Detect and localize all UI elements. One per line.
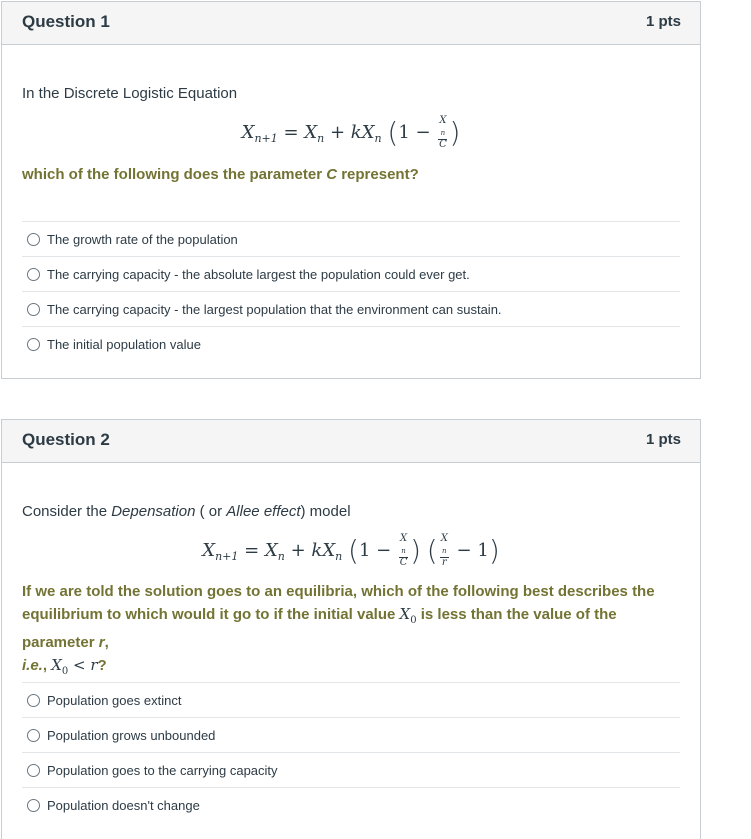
eq-kx-sub: n <box>335 550 343 563</box>
eq-frac2-den: r <box>441 557 447 568</box>
prompt-r: r <box>98 634 105 651</box>
eq-lhs-sub: n+1 <box>254 132 278 145</box>
q2-answer-1[interactable] <box>22 682 680 717</box>
radio-button[interactable] <box>27 233 40 246</box>
prompt-x0-var: X <box>399 605 411 623</box>
prompt-x0 <box>399 605 417 626</box>
q2-answer-4[interactable] <box>22 787 680 822</box>
radio-button[interactable] <box>27 764 40 777</box>
question-2-prompt <box>22 581 680 683</box>
question-1-prompt <box>22 164 680 186</box>
question-2-answers <box>22 682 680 822</box>
question-1-body <box>22 46 680 378</box>
prompt-comma: , <box>42 657 52 674</box>
answer-label: The carrying capacity - the absolute largest the population could ever get. <box>47 266 470 282</box>
prompt-text-b: represent? <box>337 166 419 183</box>
eq-one: 1 <box>398 122 410 143</box>
eq-open-paren-1: ( <box>348 534 359 567</box>
eq-fraction-1 <box>399 534 408 568</box>
answer-label: Population doesn't change <box>47 797 200 813</box>
q1-answer-2[interactable] <box>22 256 680 291</box>
radio-button[interactable] <box>27 799 40 812</box>
eq-equals: = <box>283 122 299 143</box>
eq-minus-2: − <box>456 540 472 561</box>
eq-frac-num-sub: n <box>440 129 446 137</box>
radio-button[interactable] <box>27 694 40 707</box>
eq-minus: − <box>415 122 431 143</box>
prompt-line-1: If we are told the solution goes to an equilibria, which of the following best describes the <box>22 583 655 600</box>
eq-kx: X <box>322 540 336 561</box>
eq-k: k <box>350 122 362 143</box>
q1-answer-3[interactable] <box>22 291 680 326</box>
eq-frac-num: X <box>439 115 447 126</box>
question-2-header <box>2 420 700 463</box>
eq-plus: + <box>290 540 306 561</box>
q1-answer-1[interactable] <box>22 221 680 256</box>
eq-x: X <box>264 540 278 561</box>
eq-x: X <box>304 122 318 143</box>
ineq-x: X <box>51 656 62 674</box>
prompt-line2-b: is less than the value of the parameter <box>22 606 617 651</box>
answer-label: Population grows unbounded <box>47 727 216 743</box>
prompt-x0-sub: 0 <box>410 615 417 626</box>
intro-text-e: ) model <box>300 503 351 520</box>
prompt-inequality <box>51 656 98 677</box>
prompt-line2-a: equilibrium to which would it go to if the initial value <box>22 606 400 623</box>
answer-label: The carrying capacity - the largest population that the environment can sustain. <box>47 301 502 317</box>
answer-label: Population goes to the carrying capacity <box>47 762 278 778</box>
eq-one-2: 1 <box>477 540 489 561</box>
intro-allee: Allee effect <box>226 503 301 520</box>
question-1-points: 1 pts <box>645 13 681 30</box>
prompt-ie: i.e. <box>22 657 43 674</box>
eq-frac1-num: X <box>399 533 408 544</box>
intro-text-c: ( or <box>195 503 227 520</box>
question-1-equation <box>22 116 680 150</box>
eq-close-paren: ) <box>449 116 461 149</box>
eq-close-paren-1: ) <box>410 534 422 567</box>
eq-fraction-2 <box>440 534 449 568</box>
eq-lhs-sub: n+1 <box>215 550 239 563</box>
prompt-line2-c: , <box>104 634 109 651</box>
question-2-body <box>22 464 680 839</box>
question-2-card <box>1 419 701 839</box>
prompt-param: C <box>326 166 338 183</box>
question-1-intro: In the Discrete Logistic Equation <box>22 85 238 102</box>
eq-one: 1 <box>358 540 371 561</box>
question-2-points: 1 pts <box>645 431 681 448</box>
q2-answer-3[interactable] <box>22 752 680 787</box>
answer-label: The growth rate of the population <box>47 231 238 247</box>
prompt-text-a: which of the following does the parameter <box>22 166 327 183</box>
question-1-card <box>1 1 701 379</box>
intro-depensation: Depensation <box>111 503 196 520</box>
eq-x-sub: n <box>317 132 325 145</box>
question-2-intro <box>22 503 351 520</box>
eq-lhs: X <box>241 122 255 143</box>
q1-answer-4[interactable] <box>22 326 680 361</box>
eq-frac1-den: C <box>399 557 408 568</box>
prompt-qmark: ? <box>97 657 107 674</box>
eq-x-sub: n <box>277 550 285 563</box>
eq-open-paren-2: ( <box>426 534 438 567</box>
ineq-r: r <box>90 656 98 674</box>
eq-close-paren-2: ) <box>488 534 500 567</box>
eq-frac1-num-sub: n <box>401 547 406 555</box>
eq-kx-sub: n <box>374 132 382 145</box>
prompt-line-2 <box>22 603 680 654</box>
question-1-header <box>2 2 700 45</box>
radio-button[interactable] <box>27 303 40 316</box>
eq-frac2-num-sub: n <box>441 547 447 555</box>
eq-minus: − <box>376 540 392 561</box>
eq-equals: = <box>244 540 260 561</box>
radio-button[interactable] <box>27 338 40 351</box>
ineq-sub: 0 <box>61 666 69 677</box>
eq-frac2-num: X <box>440 533 448 544</box>
q2-answer-2[interactable] <box>22 717 680 752</box>
question-1-title: Question 1 <box>22 12 110 31</box>
answer-label: The initial population value <box>47 336 201 352</box>
question-2-equation <box>22 534 680 568</box>
eq-open-paren: ( <box>387 116 399 149</box>
answer-label: Population goes extinct <box>47 692 182 708</box>
radio-button[interactable] <box>27 268 40 281</box>
question-1-answers <box>22 221 680 361</box>
question-2-title: Question 2 <box>22 430 110 449</box>
eq-kx: X <box>361 122 375 143</box>
intro-text-a: Consider the <box>22 503 112 520</box>
eq-lhs: X <box>202 540 216 561</box>
eq-plus: + <box>329 122 346 143</box>
eq-k: k <box>311 540 323 561</box>
eq-frac-den: C <box>439 139 447 150</box>
ineq-lt: < <box>68 656 91 674</box>
prompt-line-3 <box>22 654 680 683</box>
radio-button[interactable] <box>27 729 40 742</box>
eq-fraction <box>438 116 447 150</box>
